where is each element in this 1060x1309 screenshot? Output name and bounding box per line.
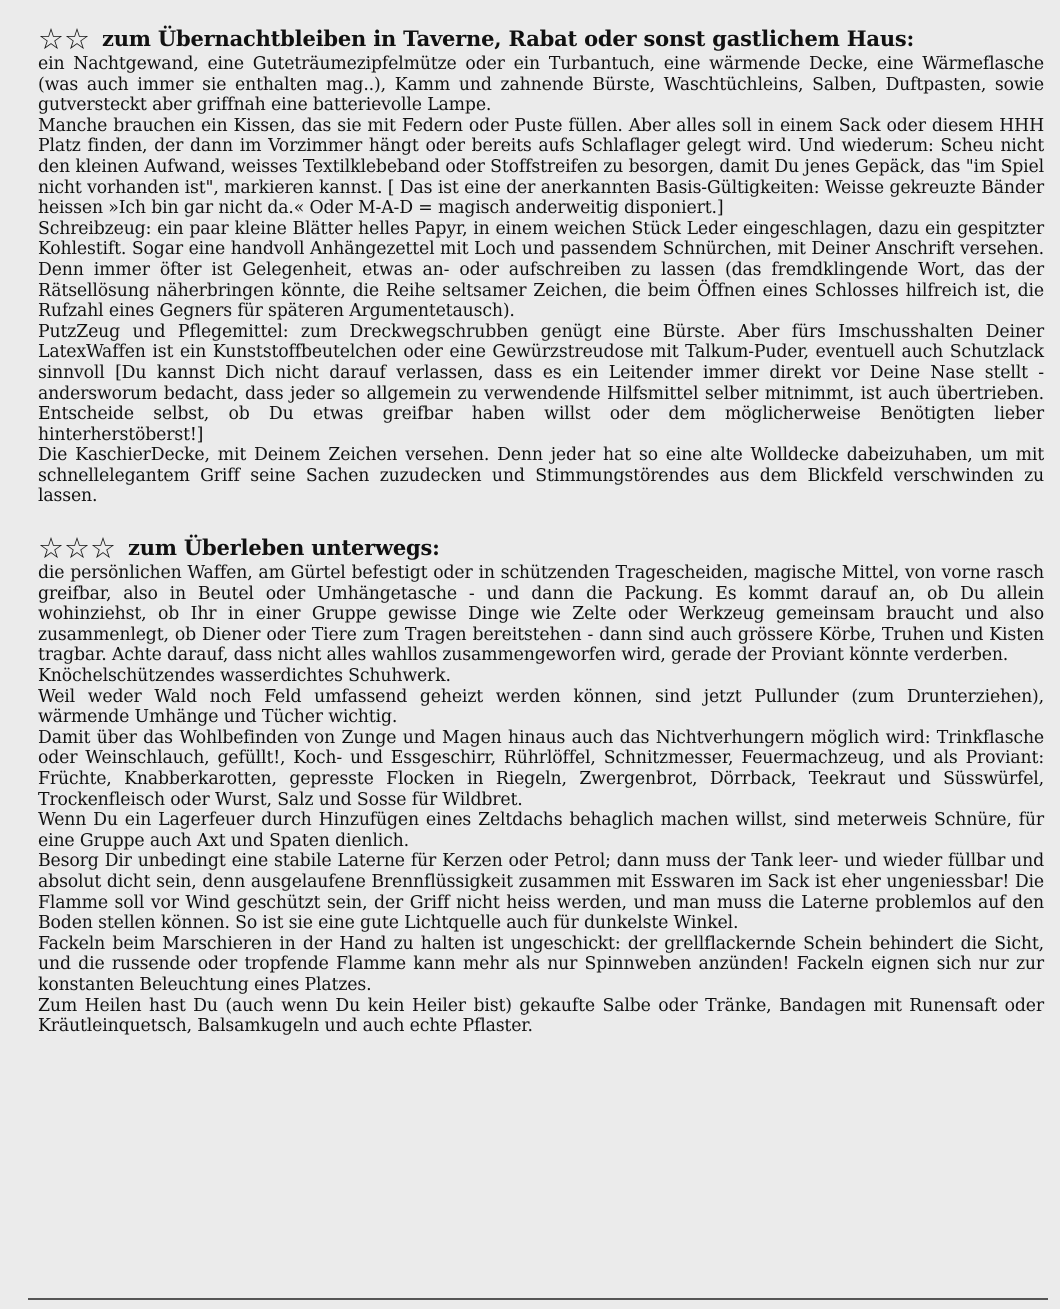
paragraph: die persönlichen Waffen, am Gürtel befestigt oder in schützenden Tragescheiden, magische Mittel, von vorne rasch greifbar, also in Beutel oder Umhängetasche - und dann die Packung. Es kommt darauf an, ob Du allein wohinziehst, ob Ihr in einer Gruppe gewisse Dinge wie Zelte oder Werkzeug gemeinsam braucht und also zusammenlegt, ob Diener oder Tiere zum Tragen bereitstehen - dann sind auch grössere Körbe, Truhen und Kisten tragbar. Achte darauf, dass nicht alles wahllos zusammengeworfen wird, gerade der Proviant könnte verderben. — [38, 563, 1044, 666]
paragraph: Zum Heilen hast Du (auch wenn Du kein Heiler bist) gekaufte Salbe oder Tränke, Bandagen mit Runensaft oder Kräutleinquetsch, Balsamkugeln und auch echte Pflaster. — [38, 995, 1044, 1037]
paragraph: Besorg Dir unbedingt eine stabile Laterne für Kerzen oder Petrol; dann muss der Tank leer- und wieder füllbar und absolut dicht sein, denn ausgelaufene Brennflüssigkeit zusammen mit Esswaren im Sack ist eher ungeniessbar! Die Flamme soll vor Wind geschützt sein, der Griff nicht heiss werden, und man muss die Laterne problemlos auf den Boden stellen können. So ist sie eine gute Lichtquelle auch für dunkelste Winkel. — [38, 851, 1044, 934]
paragraph: Weil weder Wald noch Feld umfassend geheizt werden können, sind jetzt Pullunder (zum Drunterziehen), wärmende Umhänge und Tücher wichtig. — [38, 686, 1044, 728]
paragraph: PutzZeug und Pflegemittel: zum Dreckwegschrubben genügt eine Bürste. Aber fürs Imschusshalten Deiner LatexWaffen ist ein Kunststoffbeutelchen oder eine Gewürzstreudose mit Talkum-Puder, eventuell auch Schutzlack sinnvoll [Du kannst Dich nicht darauf verlassen, dass es ein Leitender immer direkt vor Deine Nase stellt - andersworum bedacht, dass jeder so allgemein zu verwendende Hilfsmittel selber mitnimmt, ist auch übertrieben. Entscheide selbst, ob Du etwas greifbar haben willst oder dem möglicherweise Benötigten lieber hinterherstöberst!] — [38, 321, 1044, 445]
section-heading — [38, 531, 1044, 566]
star-rating-icon: ☆☆☆ — [38, 531, 116, 566]
section-travel — [38, 533, 1044, 1037]
section-title: zum Übernachtbleiben in Taverne, Rabat oder sonst gastlichem Haus: — [102, 26, 915, 51]
paragraph: Wenn Du ein Lagerfeuer durch Hinzufügen eines Zeltdachs behaglich machen willst, sind meterweis Schnüre, für eine Gruppe auch Axt und Spaten dienlich. — [38, 810, 1044, 851]
paragraph: Damit über das Wohlbefinden von Zunge und Magen hinaus auch das Nichtverhungern möglich wird: Trinkflasche oder Weinschlauch, gefüllt!, Koch- und Essgeschirr, Rührlöffel, Schnitzmesser, Feuermachzeug, und als Proviant: Früchte, Knabberkarotten, gepresste Flocken in Riegeln, Zwergenbrot, Dörrback, Teekraut und Süsswürfel, Trockenfleisch oder Wurst, Salz und Sosse für Wildbret. — [38, 727, 1044, 810]
bottom-divider — [28, 1298, 1048, 1300]
paragraph: Knöchelschützendes wasserdichtes Schuhwerk. — [38, 666, 451, 687]
paragraph: Die KaschierDecke, mit Deinem Zeichen versehen. Denn jeder hat so eine alte Wolldecke dabeizuhaben, um mit schnellelegantem Griff seine Sachen zuzudecken und Stimmungstörendes aus dem Blickfeld verschwinden zu lassen. — [38, 445, 1044, 507]
paragraph: ein Nachtgewand, eine Guteträumezipfelmütze oder ein Turbantuch, eine wärmende Decke, eine Wärmeflasche (was auch immer sie enthalten mag..), Kamm und zahnende Bürste, Waschtüchleins, Salben, Duftpasten, sowie gutversteckt aber griffnah eine batterievolle Lampe. — [38, 54, 1044, 116]
section-heading — [38, 24, 1044, 54]
paragraph: Manche brauchen ein Kissen, das sie mit Federn oder Puste füllen. Aber alles soll in einem Sack oder diesem HHH Platz finden, der dann im Vorzimmer hängt oder bereits aufs Schlaflager gelegt wird. Und wiederum: Scheu nicht den kleinen Aufwand, weisses Textilklebeband oder Stoffstreifen zu besorgen, damit Du jenes Gepäck, das "im Spiel nicht vorhanden ist", markieren kannst. [ Das ist eine der anerkannten Basis-Gültigkeiten: Weisse gekreuzte Bänder heissen »Ich bin gar nicht da.« Oder M-A-D = magisch anderweitig disponiert.] — [38, 115, 1044, 219]
paragraph: Schreibzeug: ein paar kleine Blätter helles Papyr, in einem weichen Stück Leder eingeschlagen, dazu ein gespitzter Kohlestift. Sogar eine handvoll Anhängezettel mit Loch und passendem Schnürchen, mit Deiner Anschrift versehen. Denn immer öfter ist Gelegenheit, etwas an- oder aufschreiben zu lassen (das fremdklingende Wort, das der Rätsellösung näherbringen könnte, die Reihe seltsamer Zeichen, die beim Öffnen eines Schlosses hilfreich ist, die Rufzahl eines Gegners für späteren Argumentetausch). — [38, 218, 1044, 322]
section-title: zum Überleben unterwegs: — [128, 535, 440, 561]
section-overnight — [38, 24, 1044, 507]
paragraph: Fackeln beim Marschieren in der Hand zu halten ist ungeschickt: der grellflackernde Schein behindert die Sicht, und die russende oder tropfende Flamme kann mehr als nur Spinnweben anzünden! Fackeln eignen sich nur zur konstanten Beleuchtung eines Platzes. — [38, 933, 1044, 995]
document-page — [38, 24, 1044, 1037]
star-rating-icon: ☆☆ — [38, 22, 90, 56]
